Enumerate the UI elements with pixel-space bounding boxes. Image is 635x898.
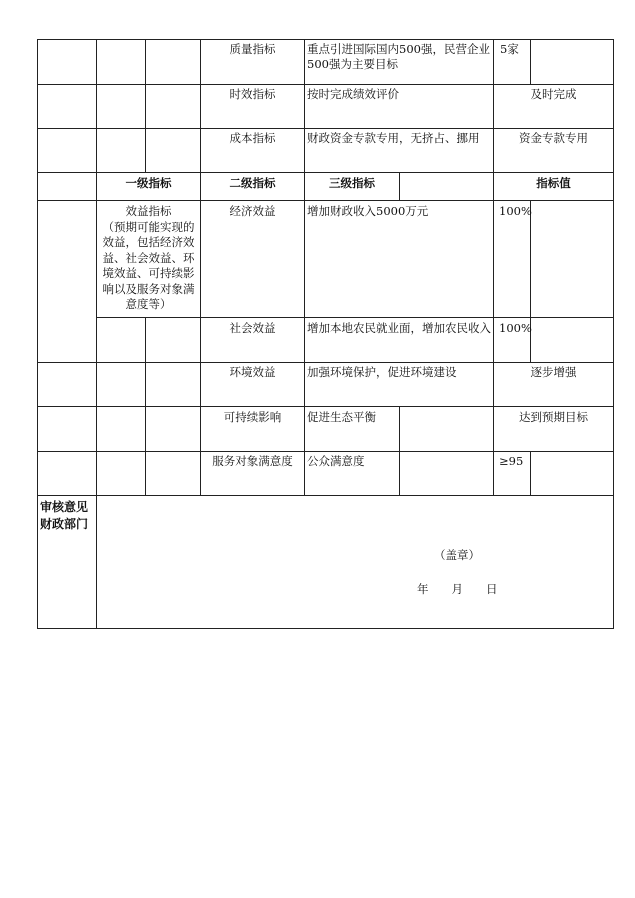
row-divider: [37, 495, 614, 496]
col-divider: [145, 317, 146, 495]
cost-value: 资金专款专用: [519, 131, 588, 145]
social-desc: 增加本地农民就业面，增加农民收入: [307, 321, 491, 335]
col-divider: [200, 39, 201, 495]
environment-value: 逐步增强: [530, 365, 577, 379]
col-divider: [530, 200, 531, 362]
row-divider: [37, 172, 614, 173]
satisfaction-label: 服务对象满意度: [212, 454, 293, 468]
quality-desc: 重点引进国际国内500强，民营企业500强为主要目标: [307, 42, 490, 71]
social-value: 100%: [499, 321, 532, 335]
header-value: 指标值: [536, 176, 571, 190]
cost-desc: 财政资金专款专用，无挤占、挪用: [307, 131, 480, 145]
header-level3: 三级指标: [329, 176, 375, 190]
sustainable-value: 达到预期目标: [519, 410, 588, 424]
col-divider: [493, 39, 494, 495]
timeliness-label: 时效指标: [229, 87, 276, 101]
seal-text: （盖章）: [434, 548, 480, 562]
table-border-top: [37, 39, 614, 40]
header-level1: 一级指标: [125, 176, 172, 190]
economic-desc: 增加财政收入5000万元: [307, 204, 429, 218]
satisfaction-value: ≥95: [499, 454, 524, 468]
economic-label: 经济效益: [229, 204, 276, 218]
header-level2: 二级指标: [229, 176, 276, 190]
row-divider: [96, 317, 614, 318]
quality-label: 质量指标: [229, 42, 276, 56]
timeliness-value: 及时完成: [530, 87, 577, 101]
col-divider: [145, 39, 146, 173]
row-divider: [37, 200, 614, 201]
row-divider: [37, 406, 614, 407]
col-divider: [304, 39, 305, 495]
satisfaction-desc: 公众满意度: [307, 454, 365, 468]
date-text: 年 月 日: [417, 582, 498, 596]
social-label: 社会效益: [229, 321, 276, 335]
row-divider: [37, 128, 614, 129]
benefit-level1-label: 效益指标 （预期可能实现的效益，包括经济效益、社会效益、环境效益、可持续影响以及服务对象满意度等）: [102, 204, 195, 311]
row-divider: [37, 362, 614, 363]
environment-desc: 加强环境保护，促进环境建设: [307, 365, 457, 379]
col-divider: [96, 39, 97, 629]
col-divider: [399, 172, 400, 201]
cost-label: 成本指标: [229, 131, 276, 145]
row-divider: [37, 451, 614, 452]
sustainable-label: 可持续影响: [223, 410, 282, 424]
col-divider: [530, 451, 531, 495]
economic-value: 100%: [499, 204, 532, 218]
quality-value: 5家: [500, 42, 519, 56]
table-border-right: [613, 39, 614, 629]
table-border-left: [37, 39, 38, 629]
sustainable-desc: 促进生态平衡: [307, 410, 376, 424]
col-divider: [530, 39, 531, 85]
review-label: 审核意见财政部门: [40, 500, 89, 531]
col-divider: [399, 406, 400, 495]
timeliness-desc: 按时完成绩效评价: [307, 87, 399, 101]
table-border-bottom: [37, 628, 614, 629]
environment-label: 环境效益: [229, 365, 276, 379]
row-divider: [37, 84, 614, 85]
